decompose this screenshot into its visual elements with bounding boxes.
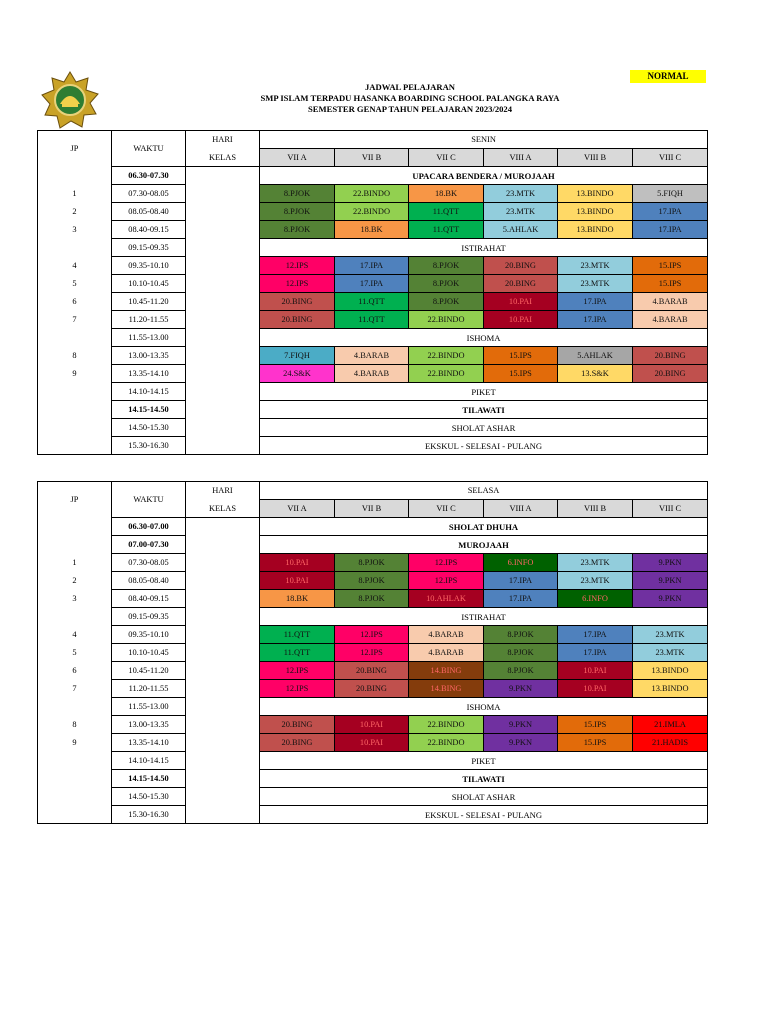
kelas-empty [186, 419, 260, 437]
schedule-row [38, 437, 708, 455]
subject-cell: 10.PAI [260, 572, 335, 590]
class-header: VIII C [633, 149, 708, 167]
subject-cell: 20.BING [335, 680, 409, 698]
time-cell: 10.45-11.20 [112, 293, 186, 311]
jp-cell: 2 [38, 572, 112, 590]
kelas-empty [186, 518, 260, 536]
subject-cell: 6.INFO [558, 590, 633, 608]
subject-cell: 23.MTK [633, 644, 708, 662]
activity-span: SHOLAT DHUHA [260, 518, 708, 536]
kelas-empty [186, 788, 260, 806]
subject-cell: 15.IPS [484, 365, 558, 383]
subject-cell: 15.IPS [484, 347, 558, 365]
subject-cell: 5.AHLAK [484, 221, 558, 239]
kelas-empty [186, 275, 260, 293]
jp-cell [38, 239, 112, 257]
time-cell: 09.35-10.10 [112, 257, 186, 275]
jp-cell: 4 [38, 626, 112, 644]
subject-cell: 17.IPA [558, 644, 633, 662]
jp-cell [38, 167, 112, 185]
subject-cell: 21.IMLA [633, 716, 708, 734]
subject-cell: 10.PAI [260, 554, 335, 572]
kelas-empty [186, 365, 260, 383]
schedule-row [38, 734, 708, 752]
schedule-row [38, 716, 708, 734]
school-logo [40, 70, 100, 130]
time-cell: 13.35-14.10 [112, 734, 186, 752]
subject-cell: 23.MTK [633, 626, 708, 644]
time-cell: 10.45-11.20 [112, 662, 186, 680]
subject-cell: 8.PJOK [260, 185, 335, 203]
subject-cell: 9.PKN [633, 554, 708, 572]
kelas-empty [186, 239, 260, 257]
jp-cell: 5 [38, 275, 112, 293]
activity-span: ISHOMA [260, 329, 708, 347]
hari-label: HARI [186, 131, 260, 149]
subject-cell: 20.BING [633, 365, 708, 383]
kelas-empty [186, 203, 260, 221]
subject-cell: 13.BINDO [558, 221, 633, 239]
subject-cell: 17.IPA [633, 203, 708, 221]
kelas-empty [186, 311, 260, 329]
jp-cell: 2 [38, 203, 112, 221]
time-cell: 07.00-07.30 [112, 536, 186, 554]
activity-span: MUROJAAH [260, 536, 708, 554]
subject-cell: 23.MTK [484, 185, 558, 203]
schedule-row [38, 788, 708, 806]
subject-cell: 8.PJOK [335, 572, 409, 590]
schedule-row [38, 293, 708, 311]
subject-cell: 17.IPA [558, 626, 633, 644]
jp-cell [38, 806, 112, 824]
schedule-row [38, 383, 708, 401]
kelas-empty [186, 734, 260, 752]
kelas-empty [186, 185, 260, 203]
kelas-empty [186, 167, 260, 185]
subject-cell: 15.IPS [633, 275, 708, 293]
time-cell: 11.55-13.00 [112, 698, 186, 716]
jp-cell [38, 608, 112, 626]
subject-cell: 15.IPS [558, 716, 633, 734]
subject-cell: 10.PAI [558, 662, 633, 680]
schedule-row [38, 257, 708, 275]
subject-cell: 20.BING [260, 311, 335, 329]
class-header: VII C [409, 149, 484, 167]
jp-cell: 7 [38, 311, 112, 329]
subject-cell: 17.IPA [558, 311, 633, 329]
jp-cell [38, 770, 112, 788]
schedule-row [38, 203, 708, 221]
activity-span: EKSKUL - SELESAI - PULANG [260, 806, 708, 824]
subject-cell: 12.IPS [260, 275, 335, 293]
jp-cell [38, 536, 112, 554]
activity-span: UPACARA BENDERA / MUROJAAH [260, 167, 708, 185]
time-cell: 08.05-08.40 [112, 572, 186, 590]
subject-cell: 5.AHLAK [558, 347, 633, 365]
jp-cell: 5 [38, 644, 112, 662]
jp-cell [38, 698, 112, 716]
subject-cell: 9.PKN [484, 734, 558, 752]
kelas-empty [186, 329, 260, 347]
subject-cell: 22.BINDO [409, 347, 484, 365]
time-cell: 11.20-11.55 [112, 311, 186, 329]
activity-span: TILAWATI [260, 770, 708, 788]
subject-cell: 23.MTK [558, 257, 633, 275]
subject-cell: 4.BARAB [335, 347, 409, 365]
subject-cell: 8.PJOK [409, 257, 484, 275]
time-cell: 10.10-10.45 [112, 644, 186, 662]
time-cell: 15.30-16.30 [112, 437, 186, 455]
jp-cell: 6 [38, 662, 112, 680]
subject-cell: 12.IPS [260, 257, 335, 275]
schedule-row [38, 680, 708, 698]
kelas-empty [186, 572, 260, 590]
schedule-row [38, 347, 708, 365]
jp-cell [38, 788, 112, 806]
class-header: VIII A [484, 500, 558, 518]
document-title [200, 82, 620, 115]
kelas-empty [186, 662, 260, 680]
subject-cell: 23.MTK [484, 203, 558, 221]
class-header: VII A [260, 500, 335, 518]
subject-cell: 10.PAI [484, 293, 558, 311]
kelas-empty [186, 554, 260, 572]
subject-cell: 11.QTT [409, 221, 484, 239]
jp-cell: 4 [38, 257, 112, 275]
subject-cell: 8.PJOK [335, 554, 409, 572]
class-header: VII A [260, 149, 335, 167]
jp-cell: 1 [38, 554, 112, 572]
time-cell: 06.30-07.00 [112, 518, 186, 536]
title-line-1: JADWAL PELAJARAN [364, 82, 455, 92]
schedule-row [38, 518, 708, 536]
time-cell: 14.10-14.15 [112, 752, 186, 770]
subject-cell: 24.S&K [260, 365, 335, 383]
kelas-empty [186, 770, 260, 788]
jp-cell [38, 518, 112, 536]
activity-span: PIKET [260, 383, 708, 401]
time-cell: 11.55-13.00 [112, 329, 186, 347]
time-cell: 14.10-14.15 [112, 383, 186, 401]
subject-cell: 9.PKN [484, 680, 558, 698]
subject-cell: 20.BING [484, 275, 558, 293]
kelas-empty [186, 401, 260, 419]
schedule-row [38, 806, 708, 824]
subject-cell: 17.IPA [558, 293, 633, 311]
kelas-empty [186, 680, 260, 698]
schedule-row [38, 221, 708, 239]
time-cell: 08.40-09.15 [112, 590, 186, 608]
subject-cell: 15.IPS [558, 734, 633, 752]
schedule-row [38, 167, 708, 185]
subject-cell: 4.BARAB [633, 311, 708, 329]
waktu-header: WAKTU [112, 482, 186, 518]
jp-header: JP [38, 482, 112, 518]
subject-cell: 13.BINDO [633, 662, 708, 680]
subject-cell: 8.PJOK [484, 644, 558, 662]
jp-cell: 9 [38, 365, 112, 383]
time-cell: 09.35-10.10 [112, 626, 186, 644]
jp-cell [38, 437, 112, 455]
kelas-empty [186, 257, 260, 275]
subject-cell: 13.BINDO [558, 185, 633, 203]
schedule-row [38, 401, 708, 419]
schedule-row [38, 239, 708, 257]
subject-cell: 12.IPS [335, 626, 409, 644]
activity-span: PIKET [260, 752, 708, 770]
subject-cell: 12.IPS [260, 680, 335, 698]
subject-cell: 9.PKN [484, 716, 558, 734]
subject-cell: 9.PKN [633, 590, 708, 608]
subject-cell: 18.BK [409, 185, 484, 203]
time-cell: 10.10-10.45 [112, 275, 186, 293]
subject-cell: 17.IPA [335, 275, 409, 293]
schedule-row [38, 626, 708, 644]
time-cell: 06.30-07.30 [112, 167, 186, 185]
subject-cell: 14.BING [409, 680, 484, 698]
subject-cell: 17.IPA [484, 590, 558, 608]
jp-cell: 6 [38, 293, 112, 311]
subject-cell: 20.BING [260, 734, 335, 752]
header-row-day [38, 131, 708, 149]
schedule-row [38, 275, 708, 293]
kelas-empty [186, 698, 260, 716]
subject-cell: 17.IPA [484, 572, 558, 590]
schedule-row [38, 698, 708, 716]
jp-cell: 1 [38, 185, 112, 203]
subject-cell: 4.BARAB [335, 365, 409, 383]
jp-cell: 7 [38, 680, 112, 698]
time-cell: 13.00-13.35 [112, 716, 186, 734]
title-line-2: SMP ISLAM TERPADU HASANKA BOARDING SCHOOL PALANGKA RAYA [260, 93, 560, 103]
kelas-empty [186, 806, 260, 824]
subject-cell: 22.BINDO [335, 185, 409, 203]
subject-cell: 10.AHLAK [409, 590, 484, 608]
subject-cell: 23.MTK [558, 554, 633, 572]
kelas-empty [186, 221, 260, 239]
subject-cell: 10.PAI [335, 734, 409, 752]
subject-cell: 12.IPS [260, 662, 335, 680]
subject-cell: 10.PAI [335, 716, 409, 734]
subject-cell: 23.MTK [558, 275, 633, 293]
kelas-label: KELAS [186, 149, 260, 167]
subject-cell: 11.QTT [335, 293, 409, 311]
subject-cell: 4.BARAB [409, 626, 484, 644]
subject-cell: 5.FIQH [633, 185, 708, 203]
schedule-row [38, 536, 708, 554]
jp-cell [38, 752, 112, 770]
schedule-row [38, 185, 708, 203]
kelas-empty [186, 608, 260, 626]
subject-cell: 8.PJOK [335, 590, 409, 608]
day-label: SENIN [260, 131, 708, 149]
time-cell: 14.50-15.30 [112, 419, 186, 437]
header-row-day [38, 482, 708, 500]
subject-cell: 12.IPS [409, 554, 484, 572]
subject-cell: 8.PJOK [260, 221, 335, 239]
subject-cell: 4.BARAB [409, 644, 484, 662]
schedule-row [38, 329, 708, 347]
subject-cell: 8.PJOK [409, 293, 484, 311]
schedule-table-senin [37, 130, 708, 455]
jp-cell: 3 [38, 590, 112, 608]
kelas-empty [186, 644, 260, 662]
subject-cell: 22.BINDO [409, 311, 484, 329]
activity-span: SHOLAT ASHAR [260, 788, 708, 806]
jp-cell [38, 401, 112, 419]
subject-cell: 9.PKN [633, 572, 708, 590]
subject-cell: 22.BINDO [409, 365, 484, 383]
title-line-3: SEMESTER GENAP TAHUN PELAJARAN 2023/2024 [307, 104, 513, 114]
kelas-label: KELAS [186, 500, 260, 518]
subject-cell: 13.BINDO [633, 680, 708, 698]
jp-cell: 3 [38, 221, 112, 239]
subject-cell: 8.PJOK [260, 203, 335, 221]
schedule-row [38, 419, 708, 437]
jp-cell [38, 419, 112, 437]
kelas-empty [186, 383, 260, 401]
subject-cell: 22.BINDO [409, 734, 484, 752]
class-header: VIII B [558, 500, 633, 518]
schedule-row [38, 608, 708, 626]
schedule-row [38, 365, 708, 383]
subject-cell: 14.BING [409, 662, 484, 680]
class-header: VIII B [558, 149, 633, 167]
class-header: VII B [335, 500, 409, 518]
time-cell: 14.50-15.30 [112, 788, 186, 806]
subject-cell: 6.INFO [484, 554, 558, 572]
schedule-row [38, 311, 708, 329]
time-cell: 15.30-16.30 [112, 806, 186, 824]
kelas-empty [186, 293, 260, 311]
schedule-row [38, 572, 708, 590]
subject-cell: 12.IPS [335, 644, 409, 662]
time-cell: 14.15-14.50 [112, 401, 186, 419]
subject-cell: 13.S&K [558, 365, 633, 383]
subject-cell: 11.QTT [335, 311, 409, 329]
kelas-empty [186, 590, 260, 608]
subject-cell: 22.BINDO [409, 716, 484, 734]
subject-cell: 23.MTK [558, 572, 633, 590]
subject-cell: 18.BK [335, 221, 409, 239]
schedule-row [38, 752, 708, 770]
status-badge: NORMAL [630, 70, 706, 83]
subject-cell: 20.BING [484, 257, 558, 275]
activity-span: SHOLAT ASHAR [260, 419, 708, 437]
class-header: VIII A [484, 149, 558, 167]
kelas-empty [186, 437, 260, 455]
activity-span: TILAWATI [260, 401, 708, 419]
kelas-empty [186, 626, 260, 644]
schedule-row [38, 644, 708, 662]
class-header: VIII C [633, 500, 708, 518]
day-label: SELASA [260, 482, 708, 500]
activity-span: ISHOMA [260, 698, 708, 716]
time-cell: 09.15-09.35 [112, 239, 186, 257]
subject-cell: 10.PAI [484, 311, 558, 329]
subject-cell: 7.FIQH [260, 347, 335, 365]
time-cell: 09.15-09.35 [112, 608, 186, 626]
subject-cell: 15.IPS [633, 257, 708, 275]
time-cell: 11.20-11.55 [112, 680, 186, 698]
subject-cell: 20.BING [260, 293, 335, 311]
jp-cell [38, 329, 112, 347]
hari-label: HARI [186, 482, 260, 500]
subject-cell: 8.PJOK [409, 275, 484, 293]
kelas-empty [186, 716, 260, 734]
subject-cell: 12.IPS [409, 572, 484, 590]
subject-cell: 11.QTT [260, 644, 335, 662]
activity-span: EKSKUL - SELESAI - PULANG [260, 437, 708, 455]
activity-span: ISTIRAHAT [260, 239, 708, 257]
time-cell: 13.35-14.10 [112, 365, 186, 383]
subject-cell: 20.BING [335, 662, 409, 680]
subject-cell: 20.BING [633, 347, 708, 365]
time-cell: 08.05-08.40 [112, 203, 186, 221]
time-cell: 13.00-13.35 [112, 347, 186, 365]
kelas-empty [186, 347, 260, 365]
time-cell: 07.30-08.05 [112, 185, 186, 203]
jp-cell: 9 [38, 734, 112, 752]
jp-cell: 8 [38, 716, 112, 734]
jp-cell: 8 [38, 347, 112, 365]
waktu-header: WAKTU [112, 131, 186, 167]
subject-cell: 11.QTT [260, 626, 335, 644]
jp-header: JP [38, 131, 112, 167]
time-cell: 07.30-08.05 [112, 554, 186, 572]
subject-cell: 22.BINDO [335, 203, 409, 221]
subject-cell: 21.HADIS [633, 734, 708, 752]
schedule-row [38, 662, 708, 680]
kelas-empty [186, 536, 260, 554]
subject-cell: 20.BING [260, 716, 335, 734]
subject-cell: 13.BINDO [558, 203, 633, 221]
subject-cell: 11.QTT [409, 203, 484, 221]
schedule-table-selasa [37, 481, 708, 824]
kelas-empty [186, 752, 260, 770]
time-cell: 14.15-14.50 [112, 770, 186, 788]
subject-cell: 8.PJOK [484, 626, 558, 644]
subject-cell: 18.BK [260, 590, 335, 608]
class-header: VII C [409, 500, 484, 518]
subject-cell: 17.IPA [633, 221, 708, 239]
subject-cell: 8.PJOK [484, 662, 558, 680]
activity-span: ISTIRAHAT [260, 608, 708, 626]
subject-cell: 17.IPA [335, 257, 409, 275]
schedule-row [38, 554, 708, 572]
jp-cell [38, 383, 112, 401]
subject-cell: 4.BARAB [633, 293, 708, 311]
schedule-row [38, 590, 708, 608]
schedule-row [38, 770, 708, 788]
time-cell: 08.40-09.15 [112, 221, 186, 239]
class-header: VII B [335, 149, 409, 167]
subject-cell: 10.PAI [558, 680, 633, 698]
